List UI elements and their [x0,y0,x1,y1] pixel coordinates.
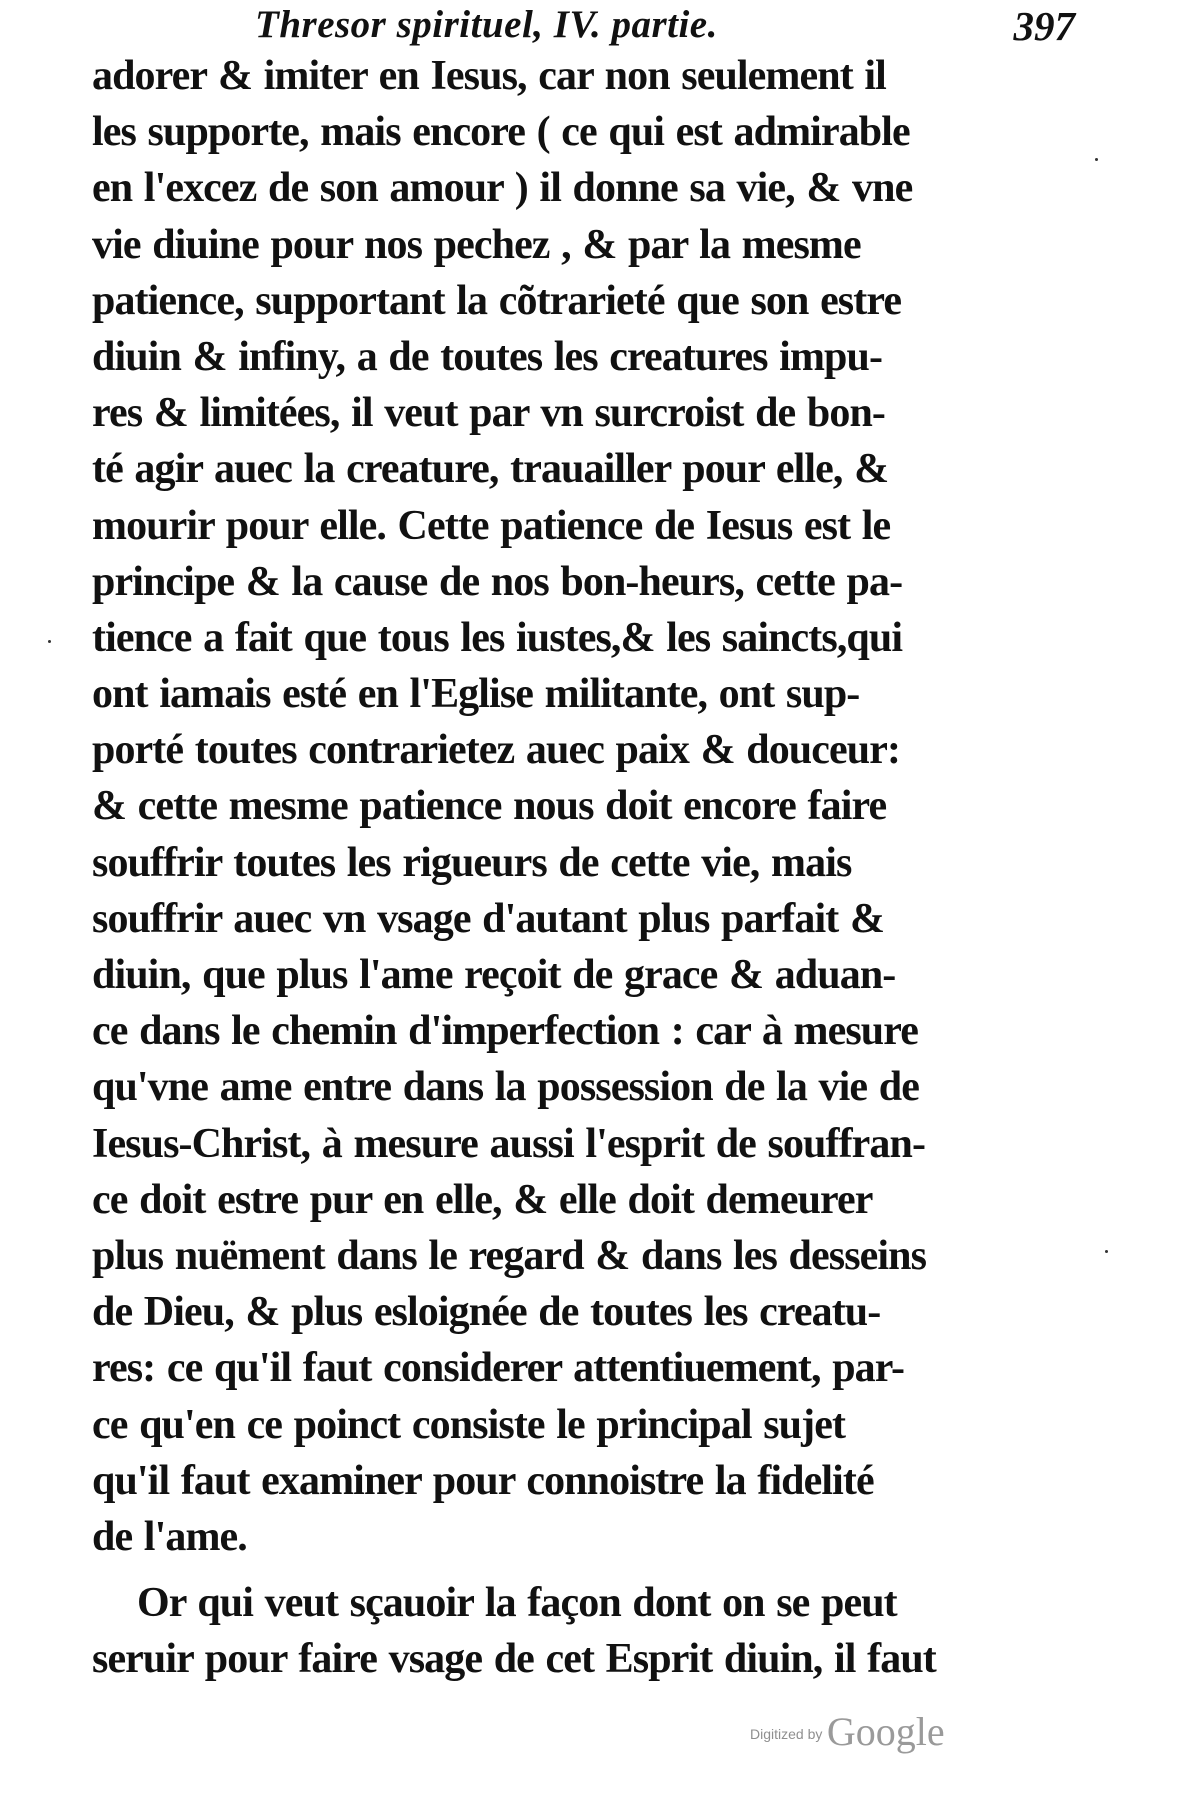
running-title: Thresor spirituel, IV. partie. [255,3,718,46]
text-line: qu'vne ame entre dans la possession de la vie de [92,1064,919,1111]
text-line: de l'ame. [92,1513,247,1560]
ink-speck [48,640,51,643]
text-line: souffrir toutes les rigueurs de cette vie, mais [92,839,852,886]
text-line: res & limitées, il veut par vn surcroist de bon- [92,390,886,437]
text-line: en l'excez de son amour ) il donne sa vie, & vne [92,165,913,212]
text-line: ont iamais esté en l'Eglise militante, ont sup- [92,671,860,718]
text-line: plus nuëment dans le regard & dans les desseins [92,1232,927,1279]
google-logo: Google [826,1709,945,1754]
text-line: les supporte, mais encore ( ce qui est admirable [92,109,910,156]
ink-speck [1105,1250,1108,1253]
text-line: porté toutes contrarietez auec paix & douceur: [92,727,901,774]
page-number: 397 [1013,3,1075,49]
digitized-by-google-watermark [750,1708,945,1758]
text-line: ce dans le chemin d'imperfection : car à mesure [92,1008,918,1055]
text-line: mourir pour elle. Cette patience de Iesus est le [92,502,891,549]
watermark-prefix: Digitized by [750,1726,823,1742]
text-line: & cette mesme patience nous doit encore faire [92,783,887,830]
paragraph-start-line: Or qui veut sçauoir la façon dont on se peut [137,1580,897,1627]
text-line: souffrir auec vn vsage d'autant plus parfait & [92,895,885,942]
text-line: adorer & imiter en Iesus, car non seulement il [92,53,886,99]
text-line: ce qu'en ce poinct consiste le principal sujet [92,1401,846,1448]
text-line: tience a fait que tous les iustes,& les saincts,qui [92,614,903,661]
text-line: té agir auec la creature, trauailler pour elle, & [92,446,889,493]
text-line: qu'il faut examiner pour connoistre la fidelité [92,1457,874,1504]
text-line: seruir pour faire vsage de cet Esprit diuin, il faut [92,1636,936,1683]
text-line: diuin & infiny, a de toutes les creatures impu- [92,333,883,380]
text-line: vie diuine pour nos pechez , & par la mesme [92,221,861,268]
text-line: Iesus-Christ, à mesure aussi l'esprit de souffran- [92,1120,926,1167]
body-text [92,48,1092,1687]
text-line: principe & la cause de nos bon-heurs, cette pa- [92,558,903,605]
text-line: ce doit estre pur en elle, & elle doit demeurer [92,1176,873,1223]
ink-speck [1095,158,1098,161]
text-line: res: ce qu'il faut considerer attentiuement, par- [92,1345,905,1392]
text-line: de Dieu, & plus esloignée de toutes les creatu- [92,1289,881,1336]
text-line: patience, supportant la cõtrarieté que son estre [92,277,902,324]
text-line: diuin, que plus l'ame reçoit de grace & aduan- [92,952,896,998]
